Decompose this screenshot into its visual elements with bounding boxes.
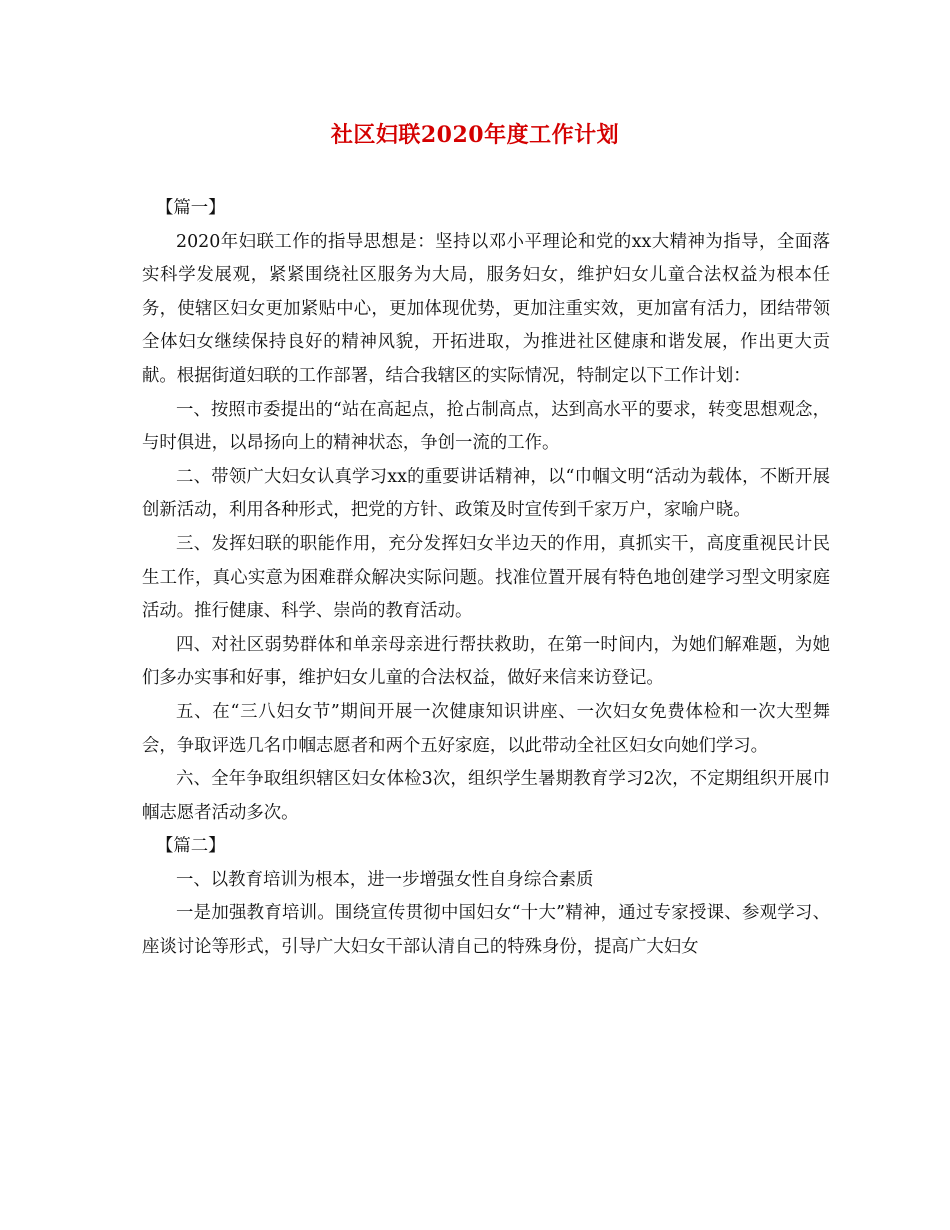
paragraph-item-5: 五、在“三八妇女节”期间开展一次健康知识讲座、一次妇女免费体检和一次大型舞会，争取评选几名巾帼志愿者和两个五好家庭，以此带动全社区妇女向她们学习。 [142, 701, 830, 756]
paragraph-item-1: 一、按照市委提出的“站在高起点，抢占制高点，达到高水平的要求，转变思想观念，与时俱进，以昂扬向上的精神状态，争创一流的工作。 [142, 399, 830, 454]
paragraph-subheading-1: 一、以教育培训为根本，进一步增强女性自身综合素质 [176, 869, 594, 890]
paragraph-guiding-thought: 2020年妇联工作的指导思想是：坚持以邓小平理论和党的xx大精神为指导，全面落实科学发展观，紧紧围绕社区服务为大局，服务妇女，维护妇女儿童合法权益为根本任务，使辖区妇女更加紧贴中心，更加体现优势，更加注重实效，更加富有活力，团结带领全体妇女继续保持良好的精神风貌，开拓进取，为推进社区健康和谐发展，作出更大贡献。根据街道妇联的工作部署，结合我辖区的实际情况，特制定以下工作计划： [142, 231, 830, 386]
paragraph-item-6: 六、全年争取组织辖区妇女体检3次，组织学生暑期教育学习2次，不定期组织开展巾帼志愿者活动多次。 [142, 769, 830, 823]
paragraph-training: 一是加强教育培训。围绕宣传贯彻中国妇女“十大”精神，通过专家授课、参观学习、座谈讨论等形式，引导广大妇女干部认清自己的特殊身份，提高广大妇女 [142, 903, 830, 958]
paragraph-item-3: 三、发挥妇联的职能作用，充分发挥妇女半边天的作用，真抓实干，高度重视民计民生工作，真心实意为困难群众解决实际问题。找准位置开展有特色地创建学习型文明家庭活动。推行健康、科学、崇尚的教育活动。 [142, 533, 830, 622]
paragraph-item-4: 四、对社区弱势群体和单亲母亲进行帮扶救助，在第一时间内，为她们解难题，为她们多办实事和好事，维护妇女儿童的合法权益，做好来信来访登记。 [142, 634, 830, 689]
paragraph-item-2: 二、带领广大妇女认真学习xx的重要讲话精神，以“巾帼文明“活动为载体，不断开展创新活动，利用各种形式，把党的方针、政策及时宣传到千家万户，家喻户晓。 [142, 466, 830, 521]
section-heading-2: 【篇二】 [156, 836, 226, 857]
section-heading-1: 【篇一】 [156, 198, 226, 218]
document-title: 社区妇联2020年度工作计划 [330, 122, 620, 148]
document-body [142, 192, 830, 965]
